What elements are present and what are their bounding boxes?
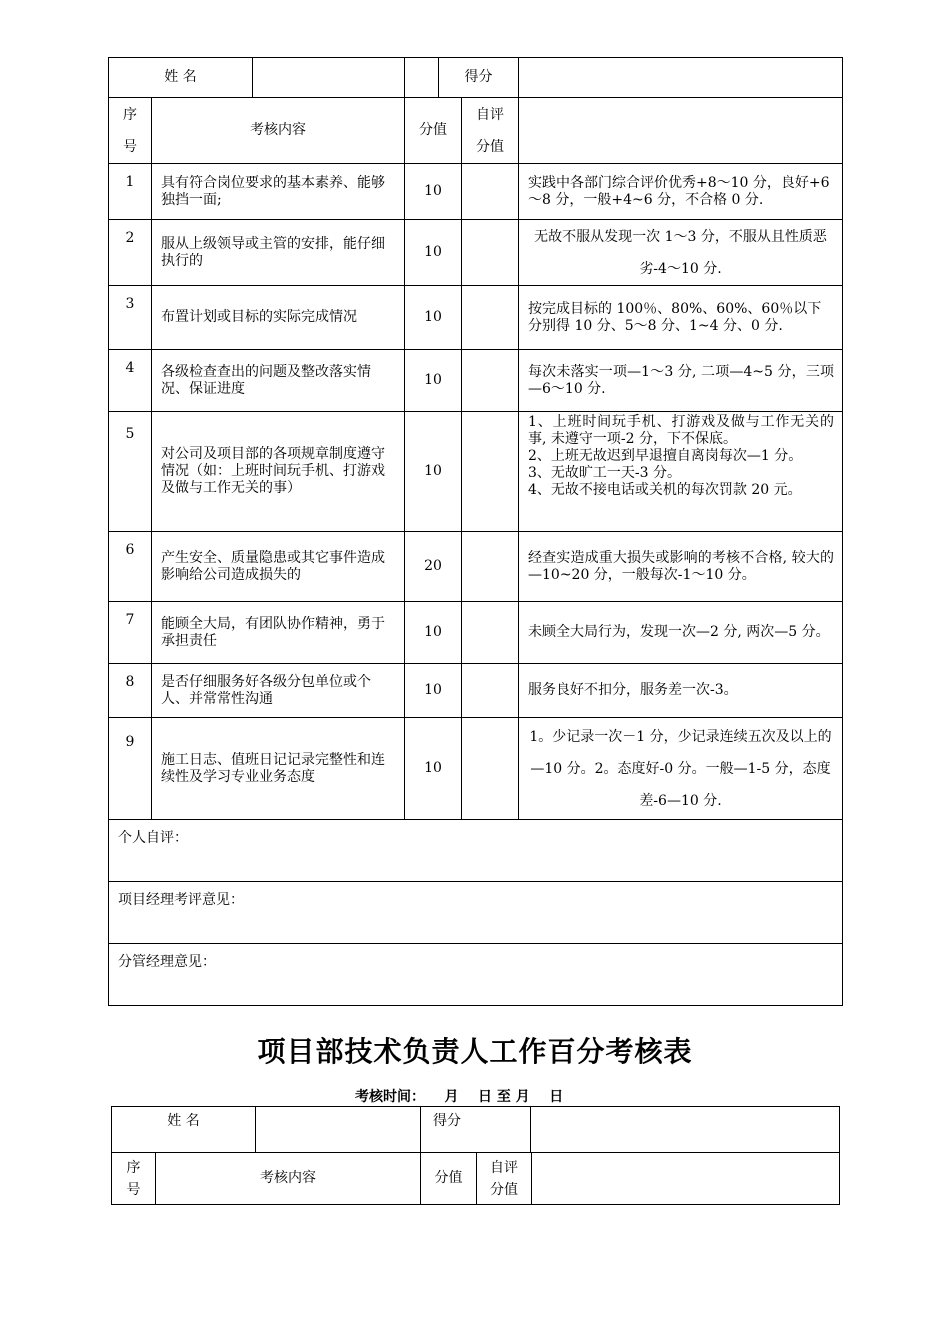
content-header: 考核内容 <box>152 98 405 164</box>
score-label-2: 得分 <box>421 1107 531 1153</box>
row-rule: 1。少记录一次－1 分，少记录连续五次及以上的—10 分。2。态度好-0 分。一般—1-5 分，态度差-6—10 分. <box>519 718 843 820</box>
row-number: 8 <box>109 664 152 718</box>
score-cell <box>405 58 519 98</box>
assessment-table <box>108 57 843 1006</box>
value-header-2: 分值 <box>421 1153 477 1205</box>
table-row <box>109 664 843 718</box>
self-label: 自评分值 <box>476 106 504 155</box>
row-content: 布置计划或目标的实际完成情况 <box>152 286 405 350</box>
row-content: 是否仔细服务好各级分包单位或个人、并常常性沟通 <box>152 664 405 718</box>
row-rule: 经查实造成重大损失或影响的考核不合格, 较大的—10~20 分，一般每次-1～10 分。 <box>519 532 843 602</box>
row-content: 能顾全大局，有团队协作精神，勇于承担责任 <box>152 602 405 664</box>
row-content: 具有符合岗位要求的基本素养、能够独挡一面; <box>152 164 405 220</box>
rule-line: 2、上班无故迟到早退擅自离岗每次—1 分。 <box>528 448 803 464</box>
assessment-time: 考核时间： 月 日 至 月 日 <box>355 1089 564 1105</box>
table-row <box>109 350 843 412</box>
page-title: 项目部技术负责人工作百分考核表 <box>257 1035 693 1068</box>
table-row <box>109 286 843 350</box>
row-number: 3 <box>109 286 152 350</box>
row-content: 各级检查查出的问题及整改落实情况、保证进度 <box>152 350 405 412</box>
score-value-2[interactable] <box>531 1107 840 1153</box>
row-rule: 按完成目标的 100％、80%、60%、60％以下分别得 10 分、5～8 分、1~4 分、0 分. <box>519 286 843 350</box>
self-header-2 <box>477 1153 532 1205</box>
row-value: 10 <box>405 350 462 412</box>
table-row <box>109 602 843 664</box>
self-label-2: 自评分值 <box>490 1159 518 1198</box>
row-rule: 无故不服从发现一次 1～3 分，不服从且性质恶劣-4～10 分. <box>519 220 843 286</box>
row-value: 10 <box>405 164 462 220</box>
assessment-table-2-header <box>111 1152 840 1205</box>
rule-line: 1、上班时间玩手机、打游戏及做与工作无关的事, 未遵守一项-2 分，下不保底。 <box>528 414 834 447</box>
row-rule: 未顾全大局行为，发现一次—2 分, 两次—5 分。 <box>519 602 843 664</box>
name-value-2[interactable] <box>256 1107 421 1153</box>
row-rule-list <box>519 412 843 532</box>
seq-header <box>109 98 152 164</box>
rule-line: 3、无故旷工一天-3 分。 <box>528 465 681 481</box>
table-row <box>109 412 843 532</box>
manager-comment-label: 分管经理意见： <box>118 954 216 970</box>
row-value: 10 <box>405 220 462 286</box>
seq-label-2: 序号 <box>126 1159 141 1198</box>
table-row <box>109 220 843 286</box>
row-number: 7 <box>109 602 152 664</box>
row-number: 9 <box>109 718 152 820</box>
value-header: 分值 <box>405 98 462 164</box>
row-value: 10 <box>405 286 462 350</box>
row-self-score[interactable] <box>462 602 519 664</box>
rule-header <box>519 98 843 164</box>
self-comment-label: 个人自评： <box>118 830 188 846</box>
row-number: 6 <box>109 532 152 602</box>
pm-comment-field[interactable] <box>109 882 843 944</box>
row-value: 10 <box>405 664 462 718</box>
row-self-score[interactable] <box>462 350 519 412</box>
self-header <box>462 98 519 164</box>
table-row <box>109 532 843 602</box>
assessment-table-2 <box>111 1106 840 1153</box>
row-value: 10 <box>405 412 462 532</box>
content-header-2: 考核内容 <box>156 1153 421 1205</box>
row-self-score[interactable] <box>462 532 519 602</box>
name-label: 姓 名 <box>109 58 253 97</box>
table-row <box>109 164 843 220</box>
pm-comment-label: 项目经理考评意见： <box>118 892 244 908</box>
row-self-score[interactable] <box>462 220 519 286</box>
row-rule: 实践中各部门综合评价优秀+8～10 分，良好+6～8 分，一般+4~6 分，不合格 0 分. <box>519 164 843 220</box>
row-value: 20 <box>405 532 462 602</box>
row-value: 10 <box>405 718 462 820</box>
seq-header-2 <box>112 1153 156 1205</box>
rule-header-2 <box>532 1153 840 1205</box>
row-number: 1 <box>109 164 152 220</box>
row-number: 2 <box>109 220 152 286</box>
name-value-tail <box>405 58 439 97</box>
row-self-score[interactable] <box>462 164 519 220</box>
row-number: 4 <box>109 350 152 412</box>
row-content: 施工日志、值班日记记录完整性和连续性及学习专业业务态度 <box>152 718 405 820</box>
row-self-score[interactable] <box>462 286 519 350</box>
seq-label: 序号 <box>123 107 137 155</box>
row-number: 5 <box>109 412 152 532</box>
row-rule: 服务良好不扣分，服务差一次-3。 <box>519 664 843 718</box>
name-row-cell <box>109 58 405 98</box>
row-content: 服从上级领导或主管的安排，能仔细执行的 <box>152 220 405 286</box>
row-value: 10 <box>405 602 462 664</box>
row-content: 产生安全、质量隐患或其它事件造成影响给公司造成损失的 <box>152 532 405 602</box>
name-label-2: 姓 名 <box>112 1107 256 1153</box>
row-self-score[interactable] <box>462 412 519 532</box>
table-row <box>109 718 843 820</box>
score-value[interactable] <box>519 58 843 98</box>
row-content: 对公司及项目部的各项规章制度遵守情况（如：上班时间玩手机、打游戏及做与工作无关的事） <box>152 412 405 532</box>
self-comment-field[interactable] <box>109 820 843 882</box>
rule-line: 4、无故不接电话或关机的每次罚款 20 元。 <box>528 482 802 498</box>
row-rule: 每次未落实一项—1～3 分, 二项—4~5 分，三项—6～10 分. <box>519 350 843 412</box>
manager-comment-field[interactable] <box>109 944 843 1006</box>
row-self-score[interactable] <box>462 664 519 718</box>
row-self-score[interactable] <box>462 718 519 820</box>
score-label: 得分 <box>464 69 493 85</box>
